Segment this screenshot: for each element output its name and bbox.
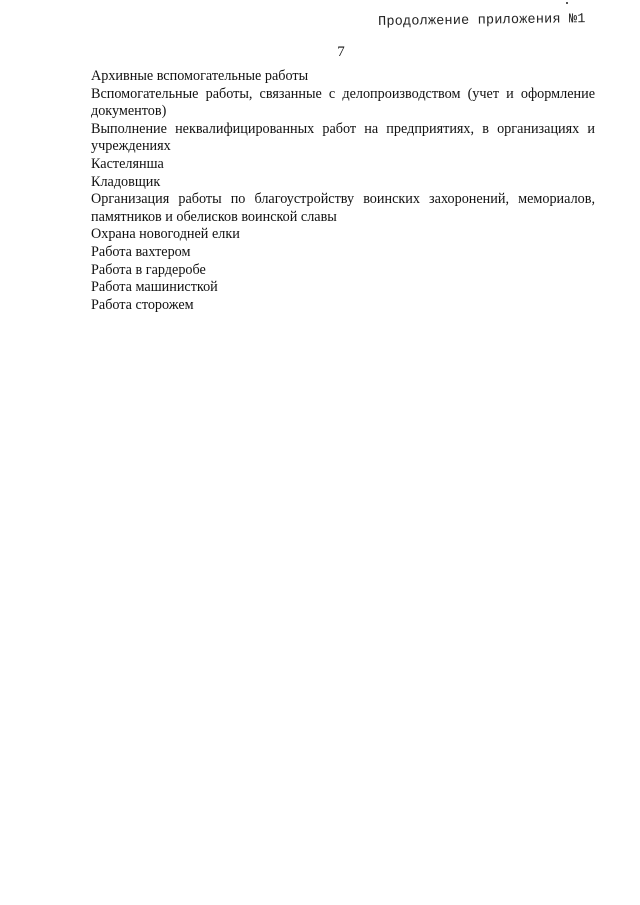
list-item: Работа в гардеробе [91,261,206,278]
list-item: Кладовщик [91,173,161,190]
list-item: Кастелянша [91,155,164,172]
list-item: Работа машинисткой [91,279,218,296]
page-number: 7 [337,44,345,60]
list-item: Охрана новогодней елки [91,226,240,243]
list-item: Вспомогательные работы, связанные с делопроизводством (учет и оформление документов) [91,85,595,120]
list-item: Выполнение неквалифицированных работ на предприятиях, в организациях и учреждениях [91,120,595,155]
scan-dot [566,2,568,4]
appendix-continuation-label: Продолжение приложения №1 [378,12,586,30]
works-list [91,68,595,314]
list-item: Архивные вспомогательные работы [91,68,309,84]
list-item: Работа сторожем [91,296,194,313]
list-item: Организация работы по благоустройству воинских захоронений, мемориалов, памятников и обелисков воинской славы [91,191,595,225]
list-item: Работа вахтером [91,243,191,260]
